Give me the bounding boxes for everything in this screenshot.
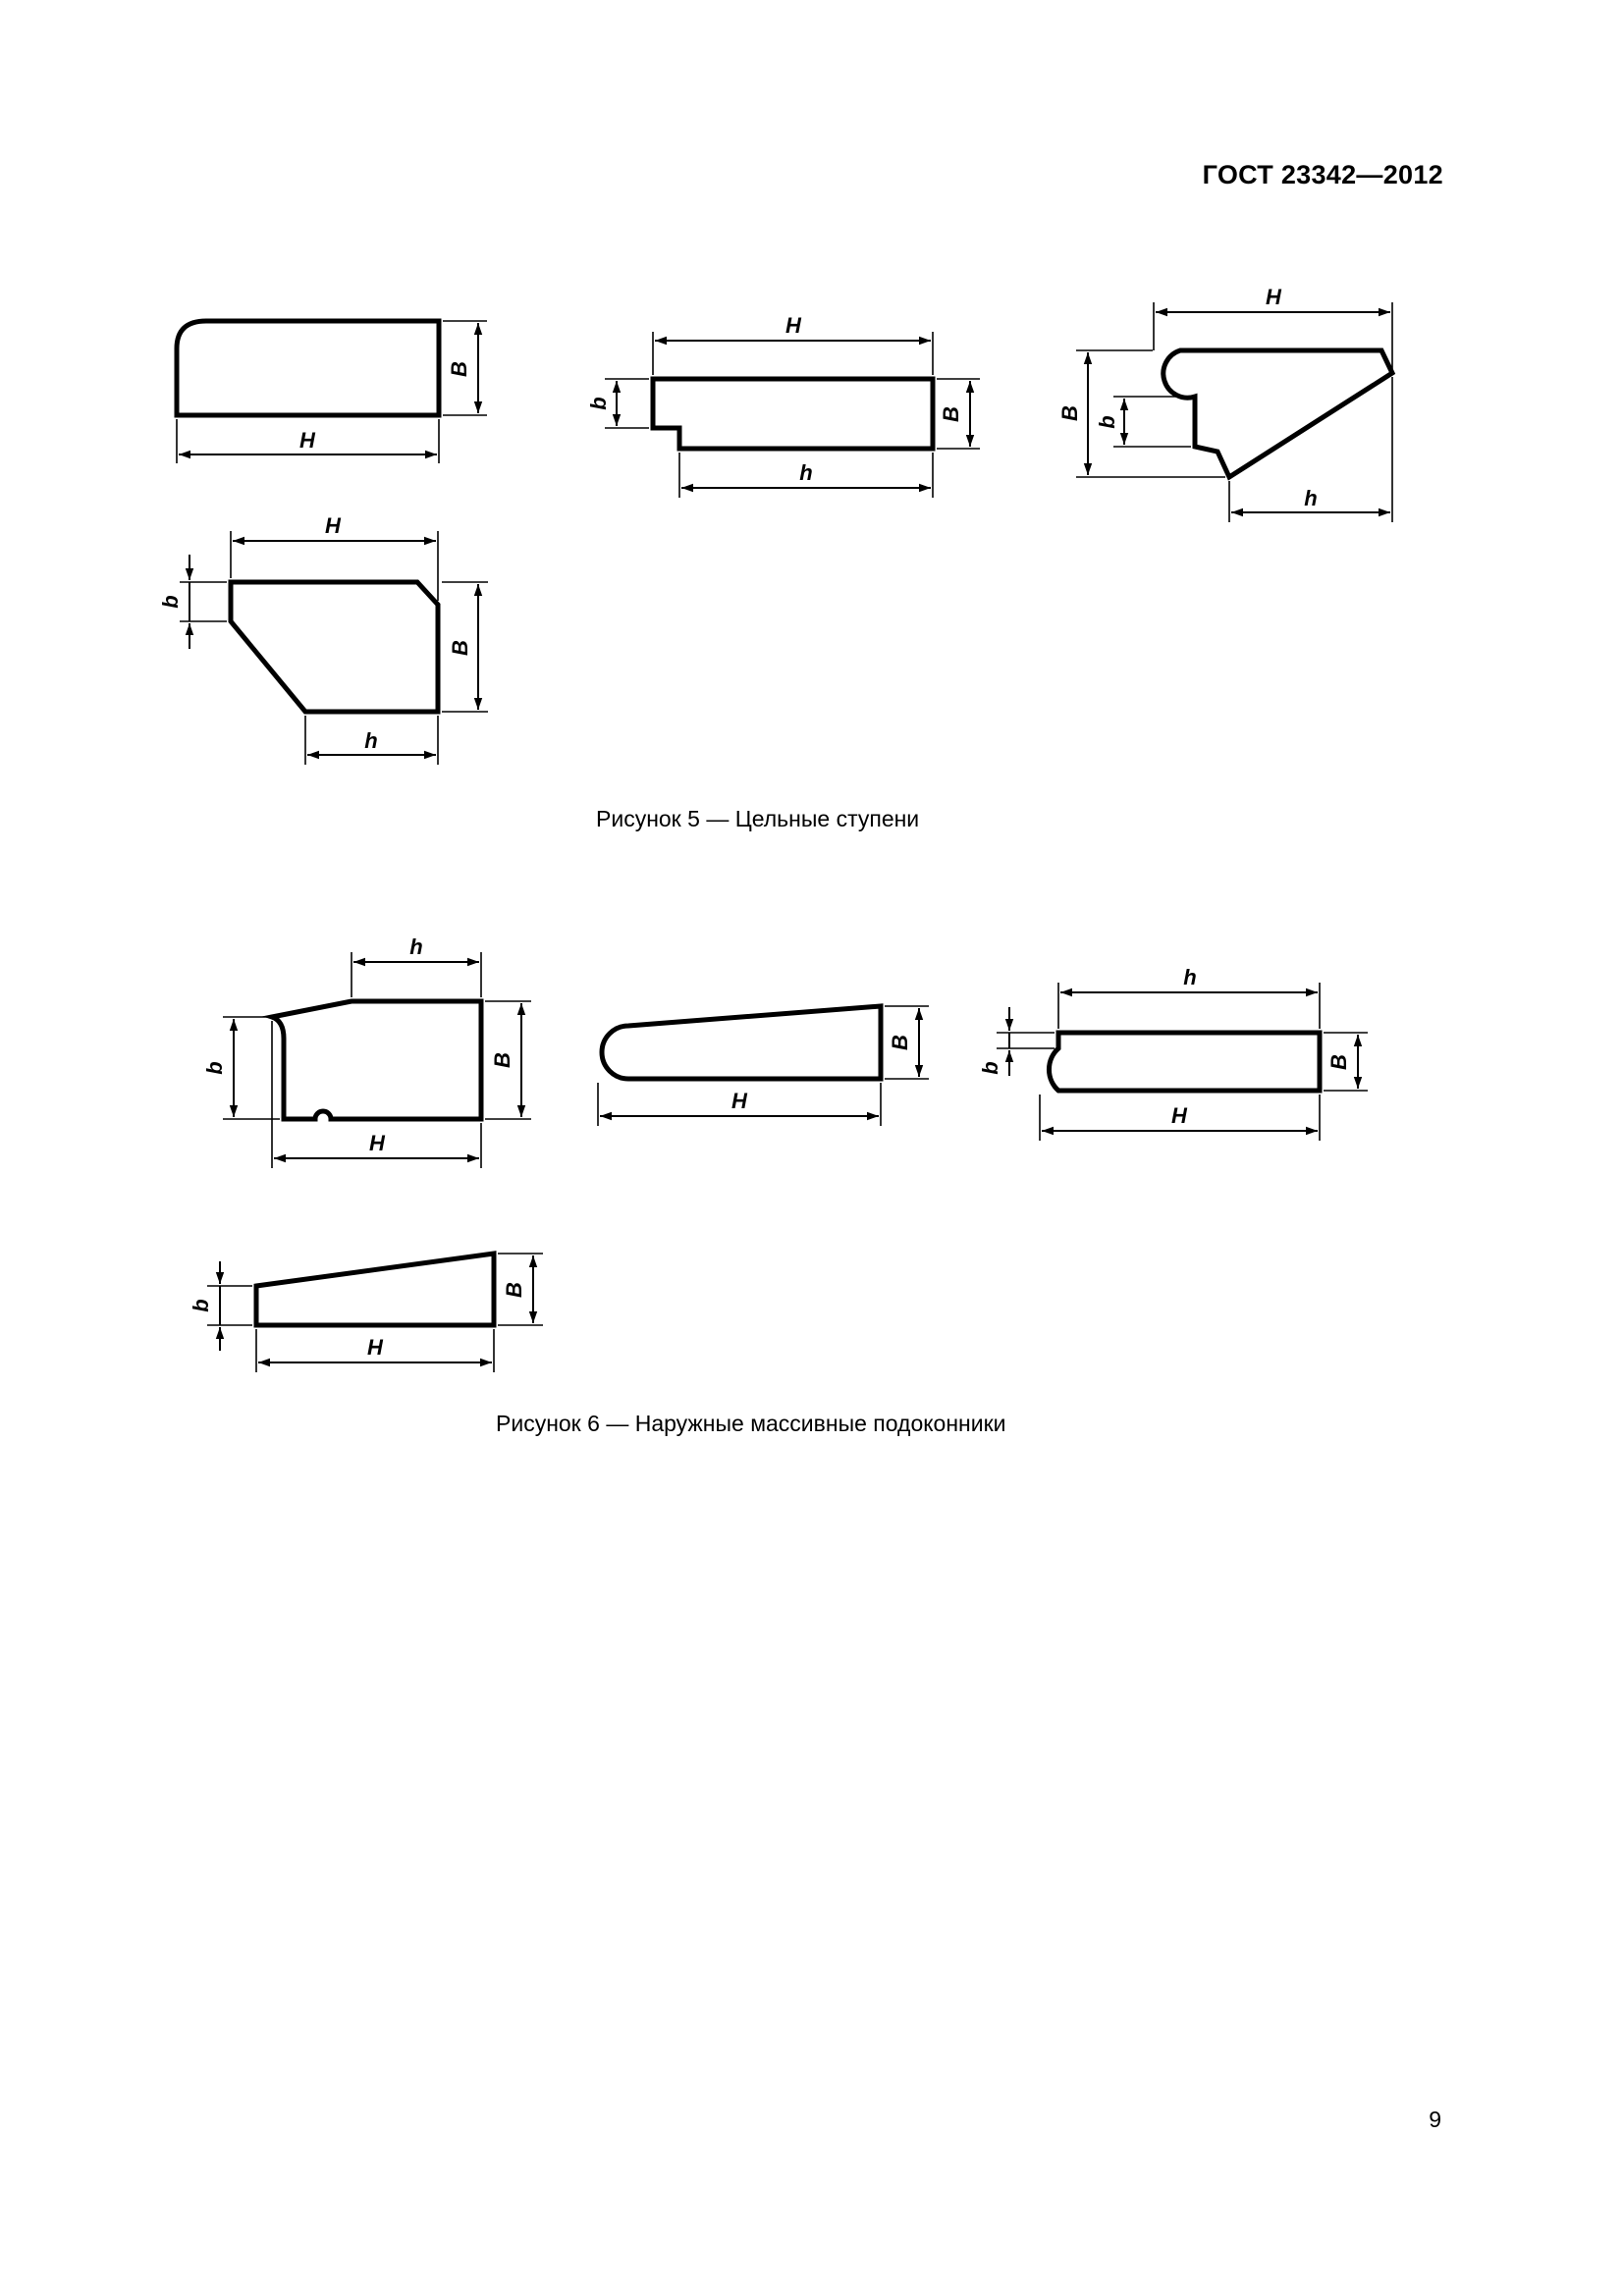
document-header: ГОСТ 23342—2012 [1202, 160, 1443, 189]
dim-label-H: H [367, 1335, 383, 1360]
fig6-sill-wedge [189, 1254, 543, 1372]
dim-label-H: H [1266, 285, 1281, 309]
dim-label-B: B [939, 406, 963, 422]
dim-label-h: h [409, 934, 423, 959]
dim-label-B: B [1326, 1054, 1351, 1070]
fig6-sill-tapered-rounded [598, 1006, 929, 1126]
fig6-sill-grooved [978, 965, 1368, 1141]
dim-label-B: B [490, 1052, 514, 1068]
dim-label-H: H [731, 1089, 747, 1113]
dim-label-H: H [325, 513, 341, 538]
dim-label-B: B [447, 361, 471, 377]
fig5-step-nosed-sloped [1057, 285, 1392, 522]
dim-label-B: B [888, 1035, 912, 1050]
fig5-step-notched [586, 313, 980, 498]
figure-5-caption: Рисунок 5 — Цельные ступени [596, 806, 920, 831]
dim-label-b: b [1095, 415, 1119, 429]
dim-label-h: h [1304, 486, 1318, 510]
dim-label-h: h [799, 460, 813, 485]
page-number: 9 [1429, 2107, 1441, 2132]
dim-label-H: H [1171, 1103, 1187, 1128]
dim-label-b: b [586, 397, 611, 410]
dim-label-b: b [189, 1299, 213, 1312]
dim-label-H: H [369, 1131, 385, 1155]
fig5-step-rounded-nose [177, 321, 487, 463]
dim-label-h: h [1183, 965, 1197, 989]
fig6-sill-drip-groove [202, 934, 531, 1168]
fig5-step-chamfered [158, 513, 488, 765]
figure-6-caption: Рисунок 6 — Наружные массивные подоконники [496, 1411, 1006, 1436]
dim-label-b: b [978, 1061, 1002, 1075]
dim-label-H: H [785, 313, 801, 338]
dim-label-B: B [502, 1282, 526, 1298]
dim-label-b: b [202, 1061, 227, 1075]
dim-label-b: b [158, 595, 183, 609]
dim-label-B: B [448, 640, 472, 656]
dim-label-B: B [1057, 405, 1082, 421]
dim-label-h: h [364, 728, 378, 753]
dim-label-H: H [299, 428, 315, 453]
